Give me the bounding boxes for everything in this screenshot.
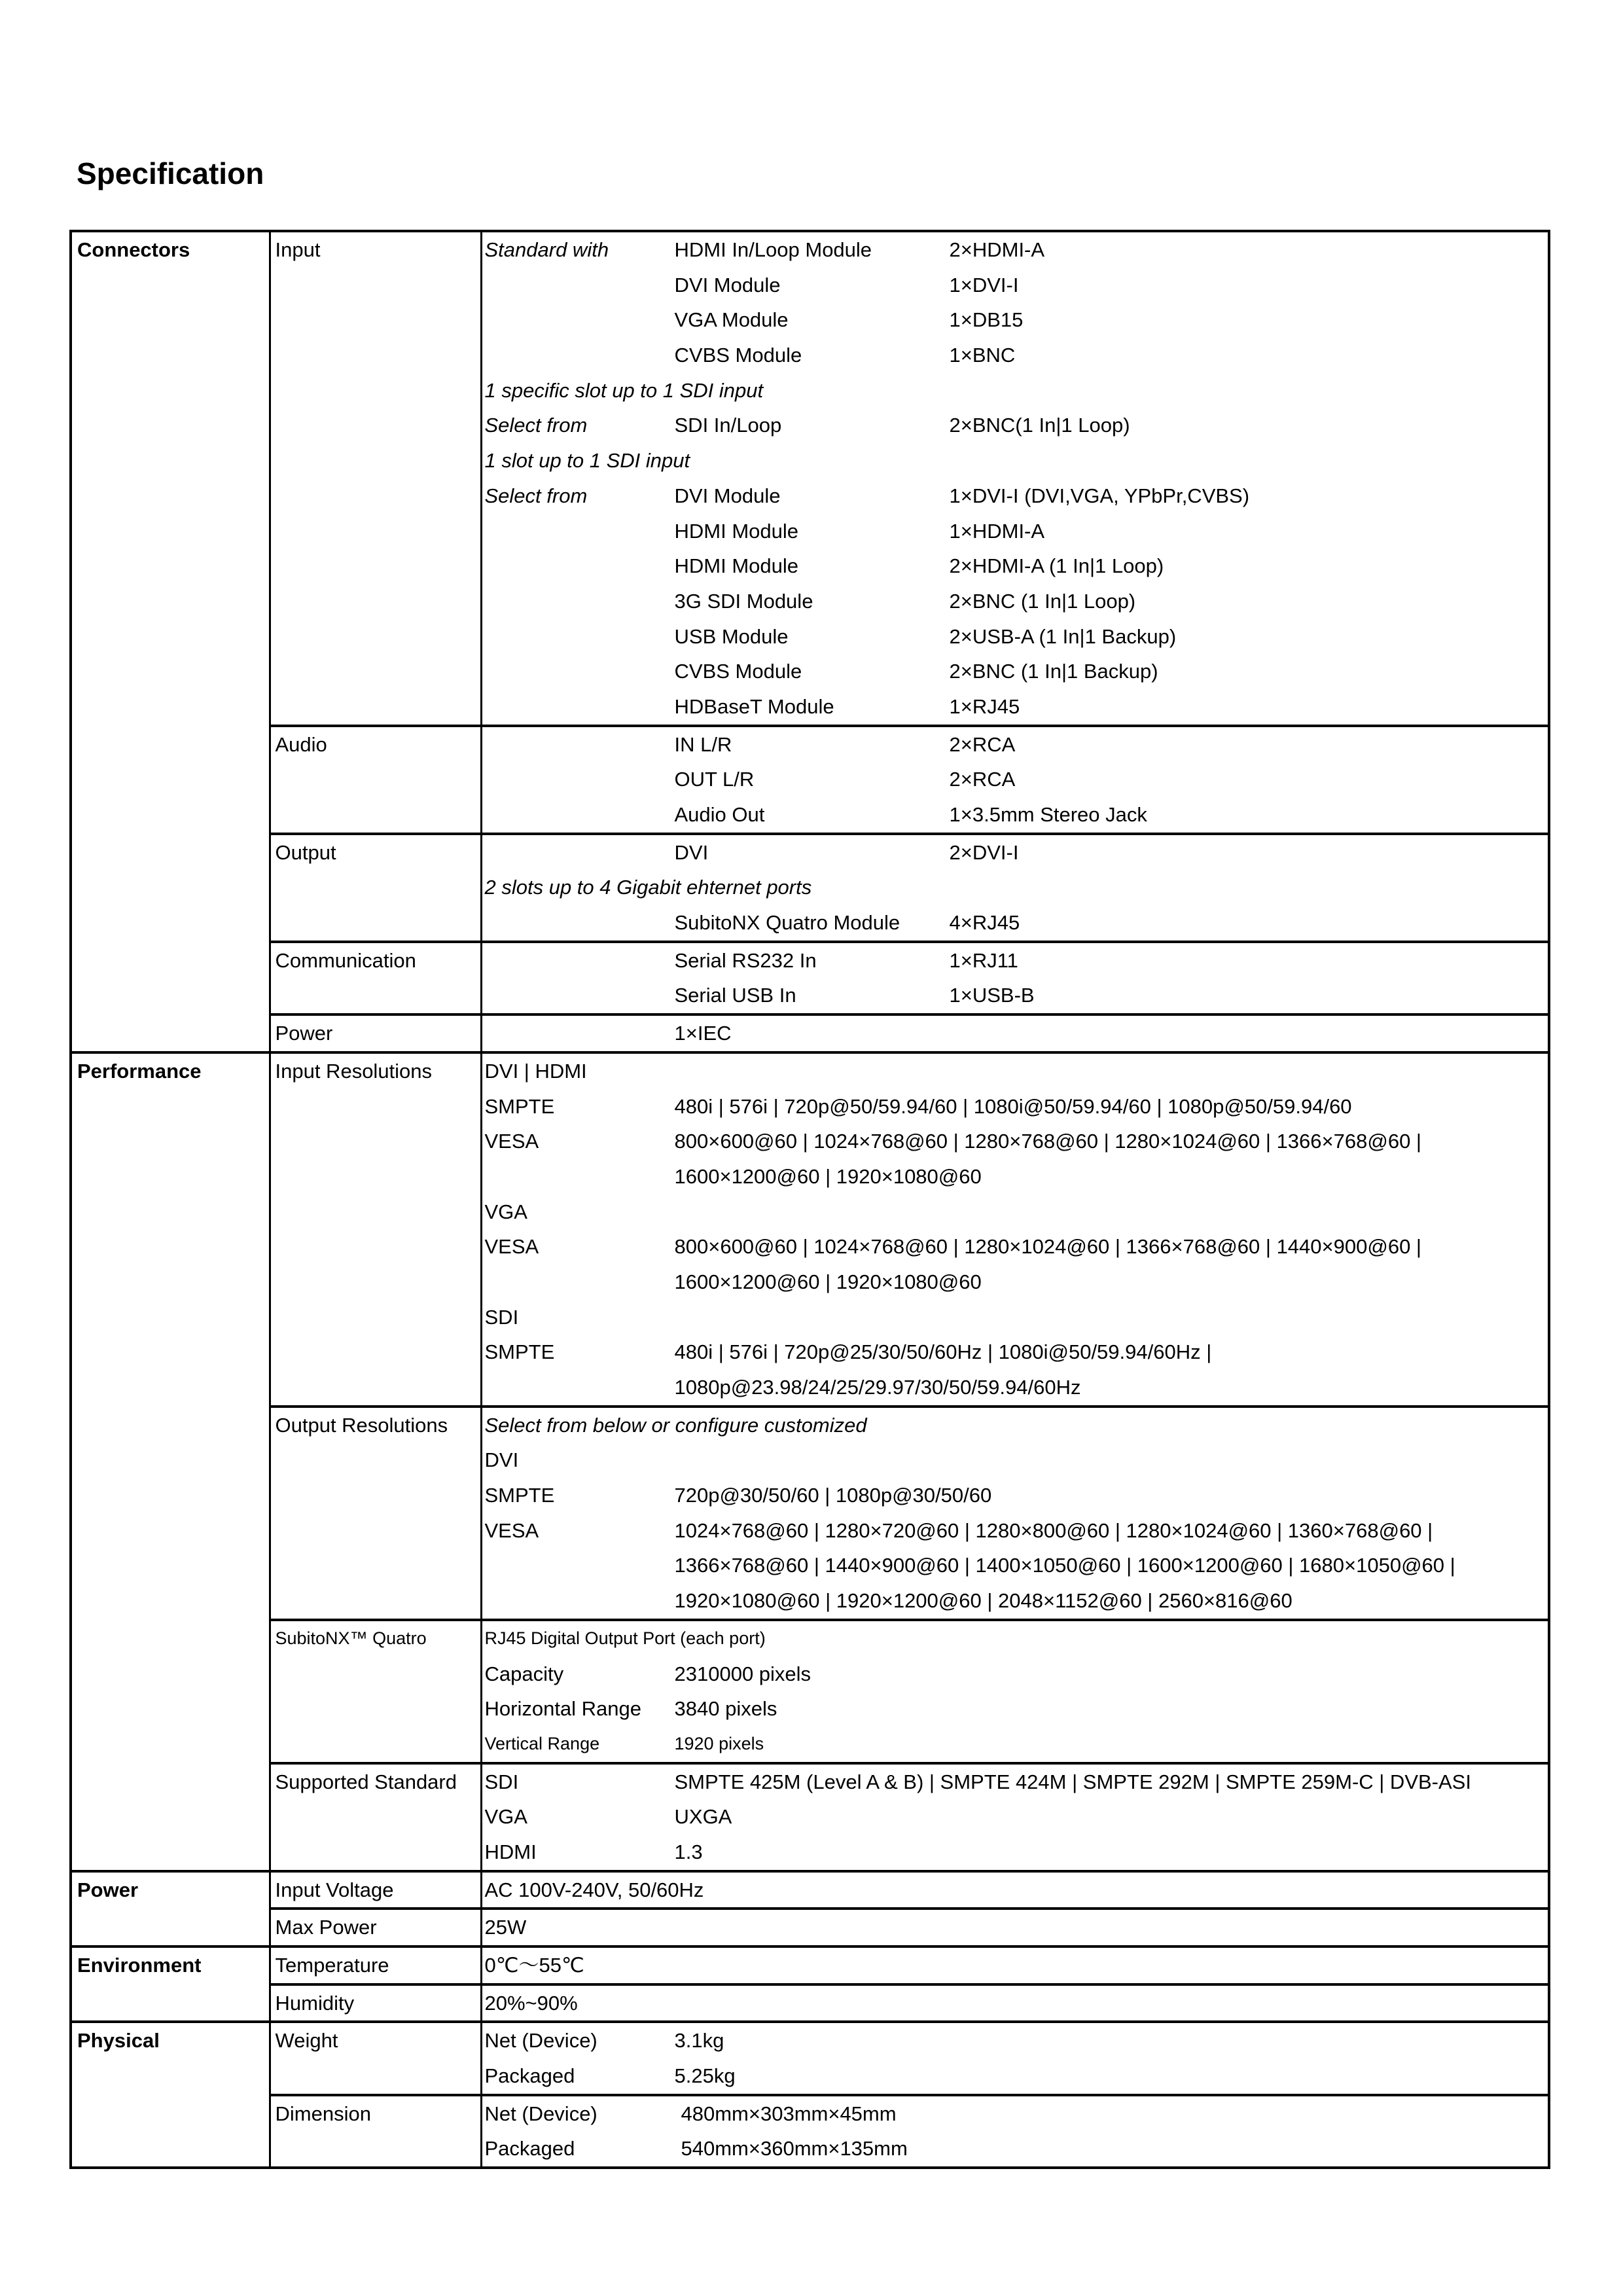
sub-max-power: Max Power — [270, 1909, 481, 1946]
standard-value: SMPTE 425M (Level A & B) | SMPTE 424M | SMPTE 292M | SMPTE 259M-C | DVB-ASI — [674, 1770, 1471, 1793]
communication-details — [481, 942, 1549, 1014]
input-res-std: VESA — [484, 1235, 539, 1259]
sub-humidity: Humidity — [270, 1984, 481, 2022]
weight-key: Packaged — [484, 2064, 575, 2088]
subito-key: Vertical Range — [484, 1733, 600, 1753]
dimension-value: 540mm×360mm×135mm — [681, 2137, 908, 2161]
audio-line-c: 2×RCA — [949, 732, 1016, 756]
input-res-list: 480i | 576i | 720p@25/30/50/60Hz | 1080i@50/59.94/60Hz | — [674, 1340, 1212, 1364]
input-line-b: HDMI In/Loop Module — [674, 238, 872, 261]
audio-line-b: Audio Out — [674, 803, 765, 826]
row-performance-subito — [71, 1620, 1549, 1763]
row-power-voltage — [71, 1871, 1549, 1909]
communication-line-b: Serial USB In — [674, 984, 796, 1007]
row-connectors-power — [71, 1014, 1549, 1052]
temperature-value: 0℃～55℃ — [484, 1954, 584, 1977]
input-res-list: 480i | 576i | 720p@50/59.94/60 | 1080i@50/59.94/60 | 1080p@50/59.94/60 — [674, 1094, 1352, 1118]
standard-key: HDMI — [484, 1840, 537, 1863]
weight-value: 5.25kg — [674, 2064, 736, 2088]
audio-line-b: IN L/R — [674, 732, 732, 756]
input-line-a: Select from — [484, 414, 588, 437]
input-res-heading: DVI | HDMI — [484, 1059, 587, 1083]
dimension-details — [481, 2095, 1549, 2168]
subito-heading: RJ45 Digital Output Port (each port) — [484, 1628, 766, 1648]
sub-subito: SubitoNX™ Quatro — [270, 1620, 481, 1763]
humidity-value: 20%~90% — [484, 1991, 578, 2015]
sub-communication: Communication — [270, 942, 481, 1014]
temperature-details — [481, 1946, 1549, 1984]
input-line-a: Standard with — [484, 238, 609, 261]
input-note: 1 specific slot up to 1 SDI input — [484, 378, 764, 402]
standard-value: 1.3 — [674, 1840, 703, 1863]
input-res-list: 800×600@60 | 1024×768@60 | 1280×768@60 | 1280×1024@60 | 1366×768@60 | — [674, 1130, 1421, 1153]
input-res-std: VESA — [484, 1130, 539, 1153]
category-connectors: Connectors — [71, 231, 270, 1052]
weight-value: 3.1kg — [674, 2029, 724, 2053]
subito-value: 1920 pixels — [674, 1733, 764, 1753]
category-power: Power — [71, 1871, 270, 1946]
input-line-b: HDMI Module — [674, 519, 798, 543]
subito-key: Capacity — [484, 1662, 564, 1685]
category-environment: Environment — [71, 1946, 270, 2022]
communication-line-c: 1×USB-B — [949, 984, 1035, 1007]
output-res-std: VESA — [484, 1518, 539, 1542]
input-line-b: CVBS Module — [674, 660, 802, 683]
sub-input: Input — [270, 231, 481, 726]
output-res-heading: DVI — [484, 1448, 519, 1472]
input-line-c: 2×BNC (1 In|1 Backup) — [949, 660, 1158, 683]
sub-output-resolutions: Output Resolutions — [270, 1407, 481, 1620]
output-line-b: SubitoNX Quatro Module — [674, 911, 901, 935]
output-line-b: DVI — [674, 840, 709, 864]
input-line-b: CVBS Module — [674, 344, 802, 367]
max-power-details — [481, 1909, 1549, 1946]
row-power-max — [71, 1909, 1549, 1946]
weight-key: Net (Device) — [484, 2029, 597, 2053]
power-connector-details — [481, 1014, 1549, 1052]
spec-table — [69, 230, 1550, 2169]
row-connectors-output — [71, 834, 1549, 942]
audio-line-c: 1×3.5mm Stereo Jack — [949, 803, 1147, 826]
category-performance: Performance — [71, 1052, 270, 1871]
sub-power-connector: Power — [270, 1014, 481, 1052]
sub-output: Output — [270, 834, 481, 942]
input-line-b: DVI Module — [674, 484, 781, 507]
standard-value: UXGA — [674, 1805, 732, 1829]
communication-line-c: 1×RJ11 — [949, 948, 1018, 972]
input-res-details — [481, 1052, 1549, 1407]
voltage-value: AC 100V-240V, 50/60Hz — [484, 1878, 704, 1901]
weight-details — [481, 2022, 1549, 2094]
audio-line-b: OUT L/R — [674, 768, 755, 791]
output-details — [481, 834, 1549, 942]
audio-details — [481, 726, 1549, 834]
output-line-c: 2×DVI-I — [949, 840, 1019, 864]
sub-weight: Weight — [270, 2022, 481, 2094]
output-line-c: 4×RJ45 — [949, 911, 1020, 935]
input-res-heading: SDI — [484, 1305, 519, 1329]
output-res-note: Select from below or configure customized — [484, 1413, 867, 1437]
audio-line-c: 2×RCA — [949, 768, 1016, 791]
category-physical: Physical — [71, 2022, 270, 2168]
dimension-key: Packaged — [484, 2137, 575, 2161]
row-physical-weight — [71, 2022, 1549, 2094]
input-res-list: 1080p@23.98/24/25/29.97/30/50/59.94/60Hz — [674, 1376, 1081, 1399]
input-res-list: 1600×1200@60 | 1920×1080@60 — [674, 1270, 982, 1293]
sub-supported-standard: Supported Standard — [270, 1763, 481, 1871]
input-line-b: HDMI Module — [674, 554, 798, 578]
input-res-list: 1600×1200@60 | 1920×1080@60 — [674, 1164, 982, 1188]
row-physical-dimension — [71, 2095, 1549, 2168]
input-line-a: Select from — [484, 484, 588, 507]
output-res-details — [481, 1407, 1549, 1620]
output-res-list: 720p@30/50/60 | 1080p@30/50/60 — [674, 1484, 992, 1507]
input-res-list: 800×600@60 | 1024×768@60 | 1280×1024@60 | 1366×768@60 | 1440×900@60 | — [674, 1235, 1421, 1259]
sub-audio: Audio — [270, 726, 481, 834]
subito-details — [481, 1620, 1549, 1763]
sub-input-voltage: Input Voltage — [270, 1871, 481, 1909]
input-line-c: 2×BNC (1 In|1 Loop) — [949, 589, 1136, 613]
voltage-details — [481, 1871, 1549, 1909]
row-performance-standard — [71, 1763, 1549, 1871]
max-power-value: 25W — [484, 1916, 527, 1939]
input-line-c: 1×DVI-I (DVI,VGA, YPbPr,CVBS) — [949, 484, 1250, 507]
input-line-c: 1×DB15 — [949, 308, 1024, 332]
input-line-c: 2×HDMI-A (1 In|1 Loop) — [949, 554, 1164, 578]
input-line-b: DVI Module — [674, 273, 781, 296]
page-title: Specification — [77, 156, 264, 190]
row-connectors-communication — [71, 942, 1549, 1014]
input-line-c: 2×HDMI-A — [949, 238, 1045, 261]
standard-details — [481, 1763, 1549, 1871]
dimension-value: 480mm×303mm×45mm — [681, 2102, 897, 2125]
standard-key: VGA — [484, 1805, 527, 1829]
input-res-heading: VGA — [484, 1200, 527, 1223]
humidity-details — [481, 1984, 1549, 2022]
row-performance-output-res — [71, 1407, 1549, 1620]
input-line-b: HDBaseT Module — [674, 694, 834, 718]
output-res-std: SMPTE — [484, 1484, 555, 1507]
row-connectors-audio — [71, 726, 1549, 834]
row-env-temp — [71, 1946, 1549, 1984]
sub-dimension: Dimension — [270, 2095, 481, 2168]
dimension-key: Net (Device) — [484, 2102, 597, 2125]
sub-input-resolutions: Input Resolutions — [270, 1052, 481, 1407]
input-line-c: 1×BNC — [949, 344, 1016, 367]
output-note: 2 slots up to 4 Gigabit ehternet ports — [484, 876, 812, 899]
subito-value: 3840 pixels — [674, 1697, 777, 1721]
input-res-std: SMPTE — [484, 1340, 555, 1364]
communication-line-b: Serial RS232 In — [674, 948, 817, 972]
input-line-c: 1×DVI-I — [949, 273, 1019, 296]
output-res-list: 1024×768@60 | 1280×720@60 | 1280×800@60 | 1280×1024@60 | 1360×768@60 | — [674, 1518, 1433, 1542]
input-line-b: VGA Module — [674, 308, 789, 332]
input-line-b: 3G SDI Module — [674, 589, 813, 613]
input-line-c: 2×USB-A (1 In|1 Backup) — [949, 624, 1177, 648]
input-line-c: 1×RJ45 — [949, 694, 1020, 718]
power-connector-value: 1×IEC — [674, 1022, 732, 1045]
subito-value: 2310000 pixels — [674, 1662, 812, 1685]
input-line-b: SDI In/Loop — [674, 414, 782, 437]
input-res-std: SMPTE — [484, 1094, 555, 1118]
input-details — [481, 231, 1549, 726]
standard-key: SDI — [484, 1770, 519, 1793]
input-note: 1 slot up to 1 SDI input — [484, 449, 690, 473]
output-res-list: 1366×768@60 | 1440×900@60 | 1400×1050@60 | 1600×1200@60 | 1680×1050@60 | — [674, 1554, 1455, 1577]
output-res-list: 1920×1080@60 | 1920×1200@60 | 2048×1152@60 | 2560×816@60 — [674, 1589, 1293, 1613]
row-connectors-input — [71, 231, 1549, 726]
row-performance-input-res — [71, 1052, 1549, 1407]
subito-key: Horizontal Range — [484, 1697, 642, 1721]
input-line-c: 2×BNC(1 In|1 Loop) — [949, 414, 1130, 437]
input-line-c: 1×HDMI-A — [949, 519, 1045, 543]
row-env-humidity — [71, 1984, 1549, 2022]
sub-temperature: Temperature — [270, 1946, 481, 1984]
input-line-b: USB Module — [674, 624, 789, 648]
